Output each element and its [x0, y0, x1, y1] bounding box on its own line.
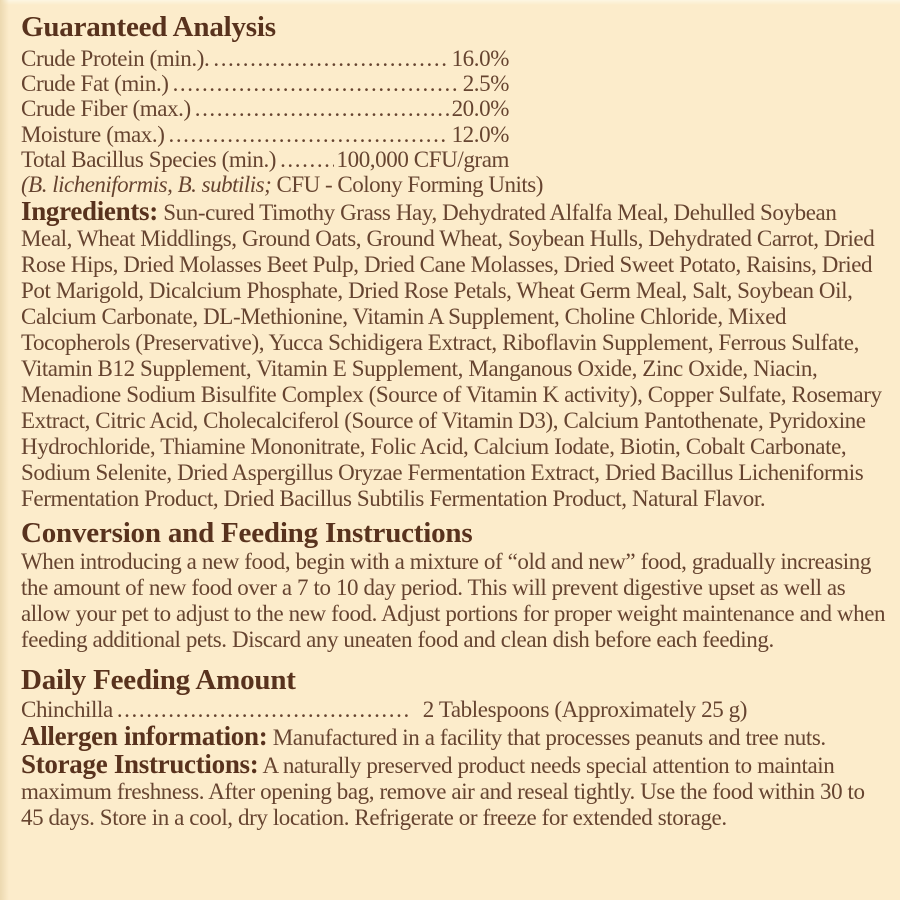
row-value: 2.5% — [462, 71, 509, 97]
row-label: Moisture (max.) — [21, 121, 165, 147]
conversion-paragraph: When introducing a new food, begin with a mixture of “old and new” food, gradually increasing the amount of new food over a 7 to 10 day period. This will prevent digestive upset as well as allow your pet to adjust to the new food. Adjust portions for proper weight maintenance and when feeding additional pets. Discard any uneaten food and clean dish before each feeding. — [21, 549, 886, 653]
storage-text: A naturally preserved product needs special attention to maintain maximum freshness. After opening bag, remove air and reseal tightly. Use the food within 30 to 45 days. Store in a cool, dry location. Refrigerate or freeze for extended storage. — [21, 753, 865, 831]
daily-feeding-section — [21, 665, 892, 723]
row-value: 16.0% — [451, 46, 509, 71]
row-value: 12.0% — [451, 121, 509, 147]
species-note-roman: CFU - Colony Forming Units) — [271, 172, 543, 198]
row-label: Crude Fiber (max.) — [21, 96, 191, 122]
ingredients-lead: Ingredients: — [21, 196, 158, 227]
top-edge-shading — [0, 0, 900, 5]
row-value: 100,000 CFU/gram — [336, 146, 509, 172]
row-label: Crude Fat (min.) — [21, 71, 169, 97]
analysis-row — [21, 96, 509, 121]
dot-leader — [173, 71, 460, 96]
ingredients-paragraph — [21, 198, 892, 512]
row-value: 20.0% — [451, 96, 509, 122]
ingredients-section — [21, 198, 892, 512]
dot-leader — [195, 96, 449, 121]
row-value: 2 Tablespoons (Approximately 25 g) — [422, 697, 747, 723]
guaranteed-analysis-section — [21, 12, 892, 198]
analysis-row — [21, 71, 509, 96]
left-edge-shading — [0, 0, 9, 900]
allergen-lead: Allergen information: — [21, 721, 268, 752]
analysis-row — [21, 122, 509, 147]
row-label: Crude Protein (min.). — [21, 46, 210, 71]
analysis-row — [21, 147, 509, 172]
guaranteed-analysis-table — [21, 46, 509, 172]
dot-leader — [168, 122, 448, 147]
analysis-row — [21, 46, 509, 71]
conversion-title: Conversion and Feeding Instructions — [21, 517, 473, 550]
species-note-italic: (B. licheniformis, B. subtilis; — [21, 172, 272, 198]
allergen-section — [21, 723, 892, 751]
ingredients-text: Sun-cured Timothy Grass Hay, Dehydrated Alfalfa Meal, Dehulled Soybean Meal, Wheat Middlings, Ground Oats, Ground Wheat, Soybean Hulls, Dehydrated Carrot, Dried Rose Hips, Dried Molasses Beet Pulp, Dried Cane Molasses, Dried Sweet Potato, Raisins, Dried Pot Marigold, Dicalcium Phosphate, Dried Rose Petals, Wheat Germ Meal, Salt, Soybean Oil, Calcium Carbonate, DL-Methionine, Vitamin A Supplement, Choline Chloride, Mixed Tocopherols (Preservative), Yucca Schidigera Extract, Riboflavin Supplement, Ferrous Sulfate, Vitamin B12 Supplement, Vitamin E Supplement, Manganous Oxide, Zinc Oxide, Niacin, Menadione Sodium Bisulfite Complex (Source of Vitamin K activity), Copper Sulfate, Rosemary Extract, Citric Acid, Cholecalciferol (Source of Vitamin D3), Calcium Pantothenate, Pyridoxine Hydrochloride, Thiamine Mononitrate, Folic Acid, Calcium Iodate, Biotin, Cobalt Carbonate, Sodium Selenite, Dried Aspergillus Oryzae Fermentation Extract, Dried Bacillus Licheniformis Fermentation Product, Dried Bacillus Subtilis Fermentation Product, Natural Flavor. — [21, 200, 882, 512]
feeding-row — [21, 697, 747, 723]
dot-leader — [117, 697, 410, 723]
row-label: Chinchilla — [21, 697, 113, 723]
dot-leader — [280, 147, 333, 172]
storage-section — [21, 751, 892, 831]
dot-leader — [213, 46, 448, 71]
allergen-text: Manufactured in a facility that processes peanuts and tree nuts. — [267, 725, 826, 751]
conversion-feeding-section — [21, 518, 892, 653]
daily-feeding-title: Daily Feeding Amount — [21, 664, 296, 697]
species-note — [21, 172, 892, 198]
allergen-paragraph — [21, 723, 892, 751]
storage-lead: Storage Instructions: — [21, 749, 259, 780]
storage-paragraph — [21, 751, 892, 831]
row-label: Total Bacillus Species (min.) — [21, 146, 277, 172]
guaranteed-analysis-title: Guaranteed Analysis — [21, 11, 276, 43]
